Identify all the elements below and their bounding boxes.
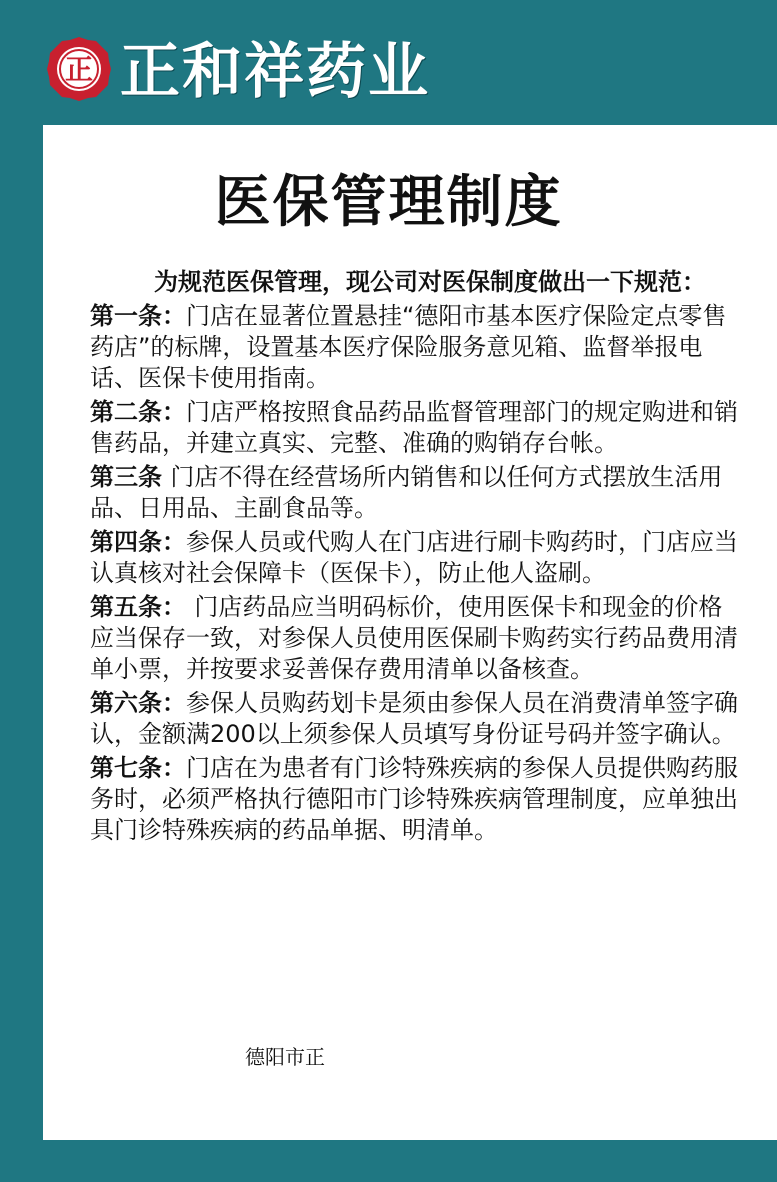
clause-item bbox=[90, 753, 740, 846]
clause-label: 第三条 bbox=[90, 463, 162, 491]
clause-label: 第七条 bbox=[90, 754, 162, 782]
clause-item bbox=[90, 462, 740, 524]
clause-item bbox=[90, 592, 740, 685]
signature: 德阳市正 bbox=[245, 1045, 325, 1069]
clause-text: 门店药品应当明码标价，使用医保卡和现金的价格应当保存一致，对参保人员使用医保刷卡购药实行药品费用清单小票，并按要求妥善保存费用清单以备核查。 bbox=[90, 593, 738, 683]
clause-label: 第一条 bbox=[90, 302, 162, 330]
clause-separator: ： bbox=[162, 754, 186, 782]
clause-separator: ： bbox=[162, 689, 186, 717]
clause-text: 参保人员或代购人在门店进行刷卡购药时，门店应当认真核对社会保障卡（医保卡），防止他人盗刷。 bbox=[90, 528, 738, 587]
clause-text: 门店在显著位置悬挂“德阳市基本医疗保险定点零售药店”的标牌，设置基本医疗保险服务意见箱、监督举报电话、医保卡使用指南。 bbox=[90, 302, 727, 392]
clause-separator: ： bbox=[162, 302, 186, 330]
clause-label: 第二条 bbox=[90, 398, 162, 426]
clause-text: 门店严格按照食品药品监督管理部门的规定购进和销售药品，并建立真实、完整、准确的购销存台帐。 bbox=[90, 398, 738, 457]
clause-label: 第五条 bbox=[90, 593, 162, 621]
logo-glyph: 正 bbox=[64, 53, 94, 86]
clause-item bbox=[90, 688, 740, 750]
document-body bbox=[90, 267, 740, 846]
company-logo-icon bbox=[46, 36, 112, 102]
clause-item bbox=[90, 301, 740, 394]
brand-name: 正和祥药业 bbox=[120, 37, 430, 107]
header-bar bbox=[0, 0, 777, 125]
clause-item bbox=[90, 397, 740, 459]
clause-separator: ： bbox=[162, 528, 186, 556]
intro-paragraph: 为规范医保管理，现公司对医保制度做出一下规范： bbox=[154, 268, 706, 296]
clause-separator: ： bbox=[162, 398, 186, 426]
clause-text: 门店不得在经营场所内销售和以任何方式摆放生活用品、日用品、主副食品等。 bbox=[90, 463, 723, 522]
clause-text: 门店在为患者有门诊特殊疾病的参保人员提供购药服务时，必须严格执行德阳市门诊特殊疾病管理制度，应单独出具门诊特殊疾病的药品单据、明清单。 bbox=[90, 754, 738, 844]
clause-item bbox=[90, 527, 740, 589]
clause-label: 第六条 bbox=[90, 689, 162, 717]
clause-label: 第四条 bbox=[90, 528, 162, 556]
page-title: 医保管理制度 bbox=[214, 170, 563, 235]
clause-text: 参保人员购药划卡是须由参保人员在消费清单签字确认，金额满200以上须参保人员填写身份证号码并签字确认。 bbox=[90, 689, 738, 748]
clause-separator: ： bbox=[162, 593, 195, 621]
